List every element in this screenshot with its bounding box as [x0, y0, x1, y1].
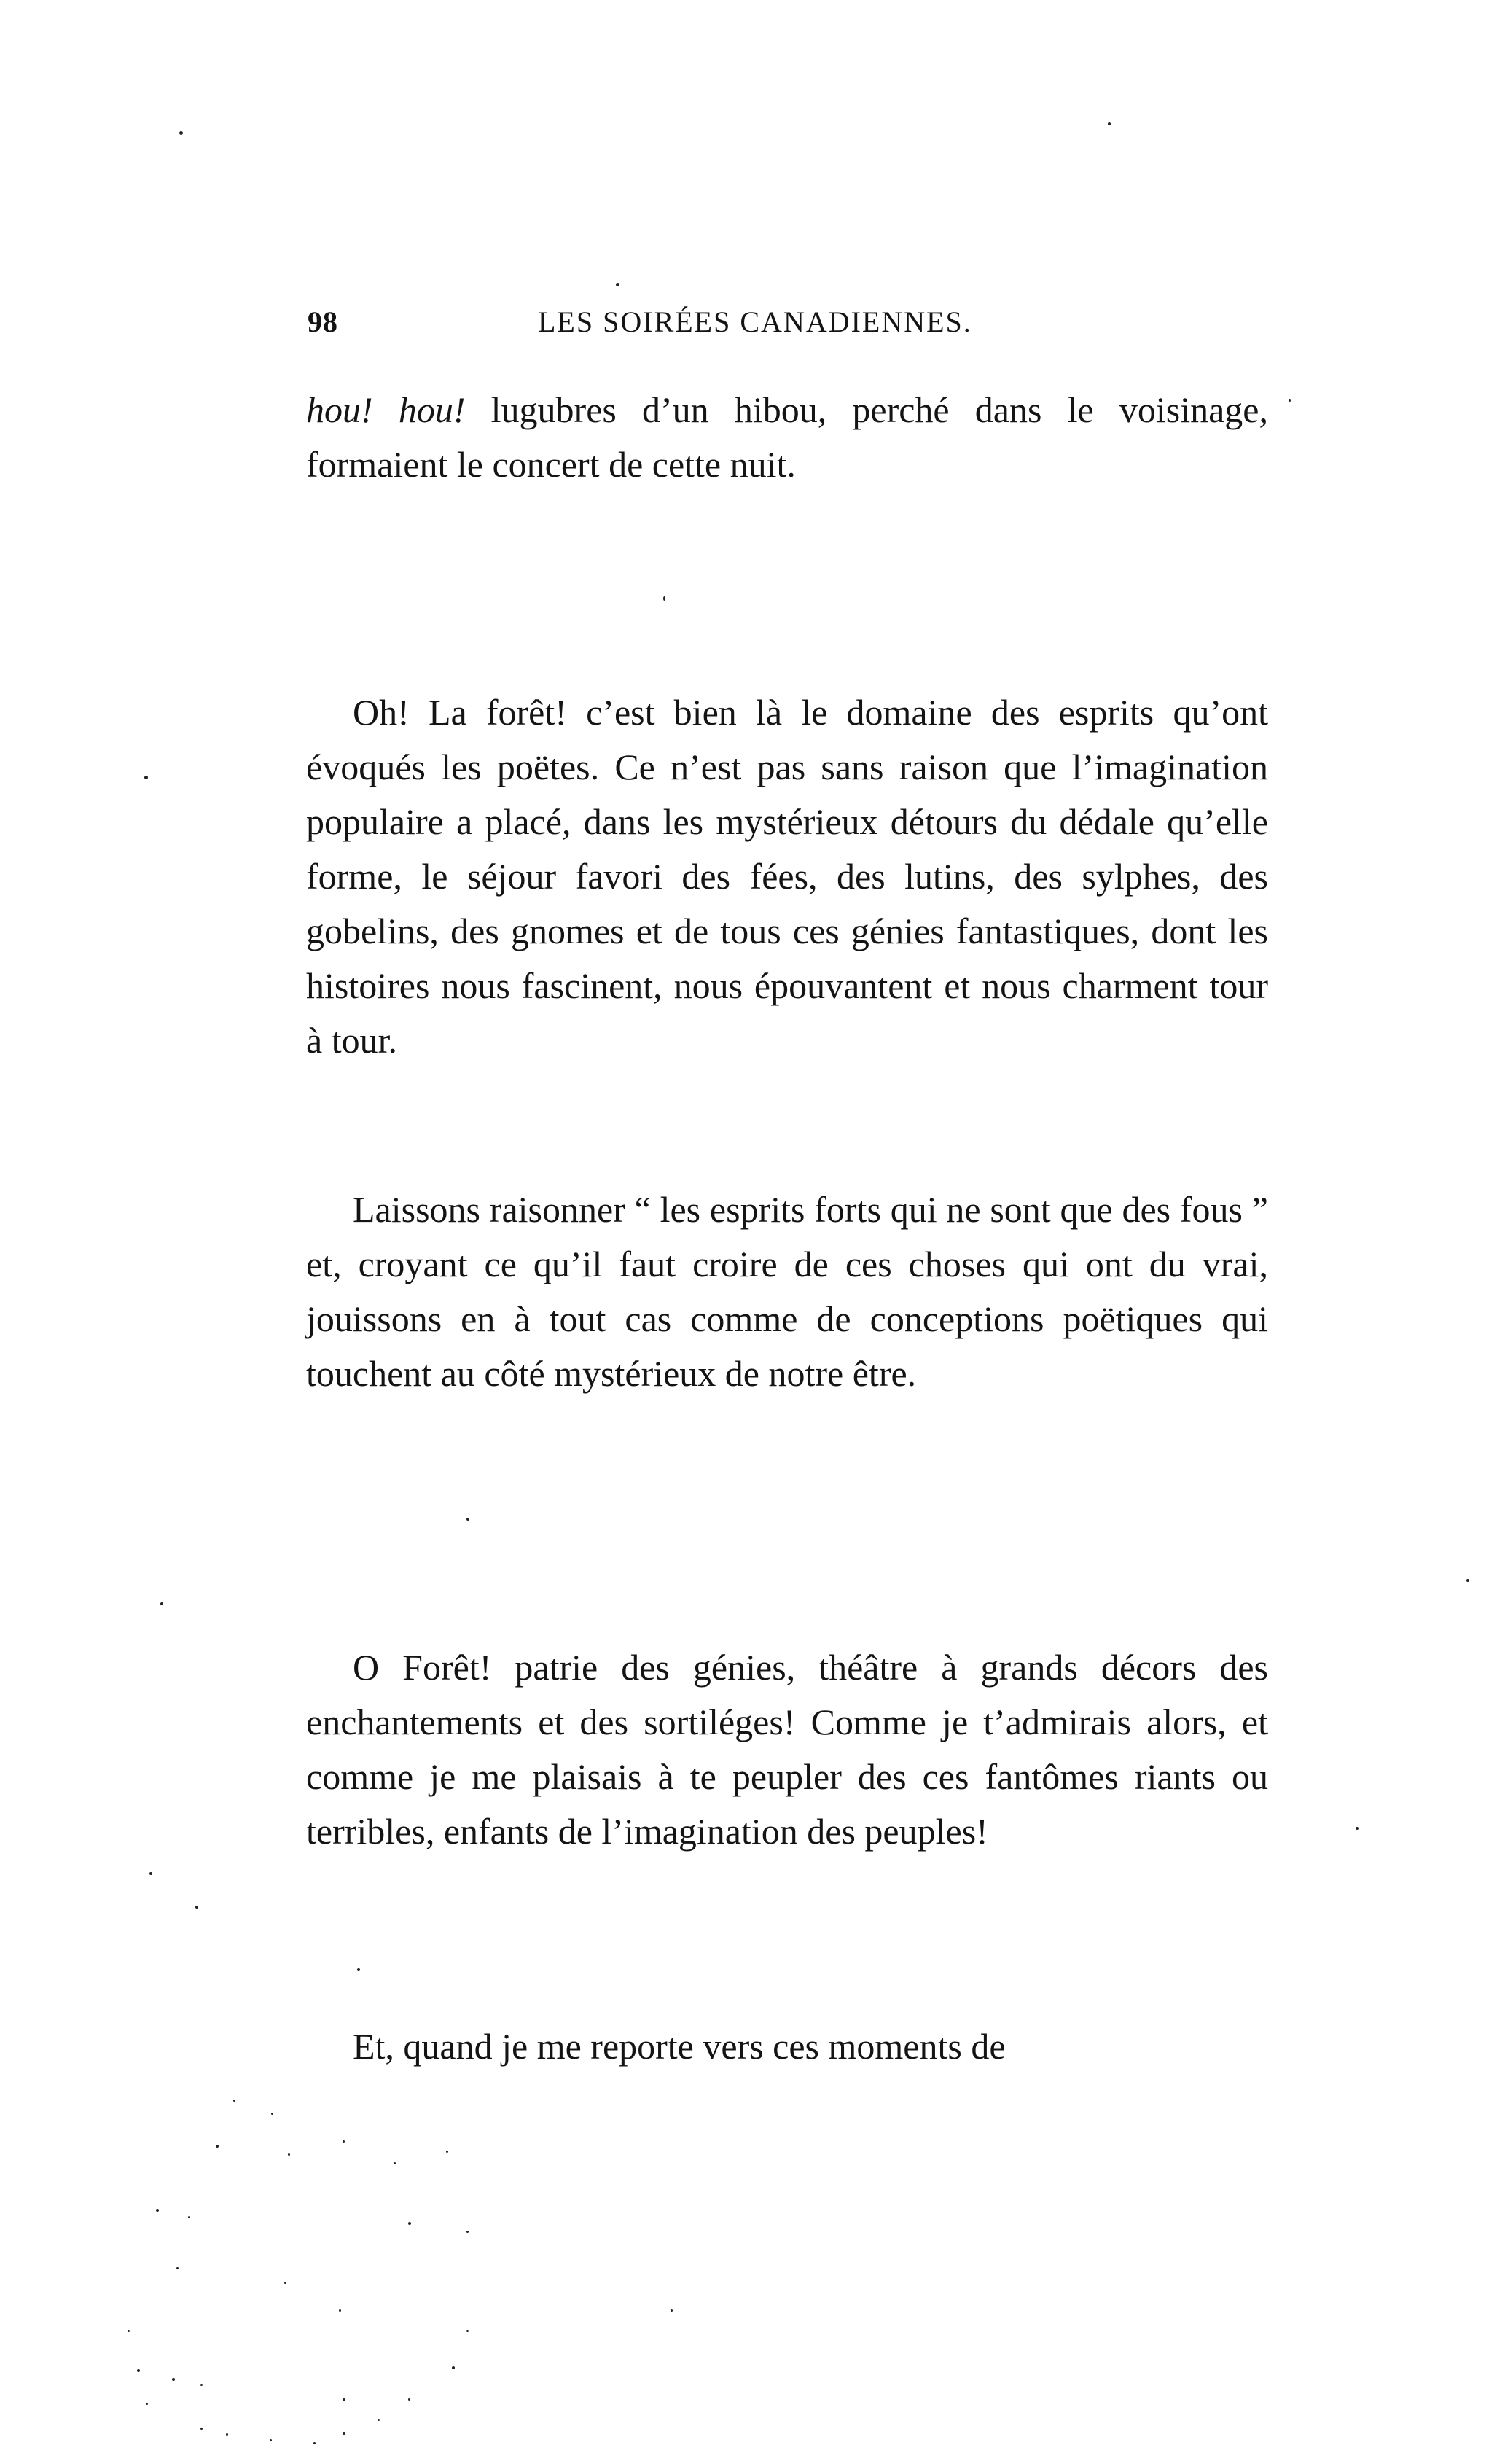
scan-speck: [200, 2428, 203, 2430]
scan-speck: [146, 2403, 148, 2405]
scan-speck: [394, 2162, 396, 2164]
scan-speck: [179, 131, 183, 135]
scan-speck: [200, 2384, 203, 2386]
scan-speck: [466, 2330, 469, 2332]
scan-speck: [226, 2433, 228, 2436]
scan-speck: [452, 2366, 455, 2369]
scan-speck: [408, 2222, 411, 2225]
scan-speck: [271, 2113, 273, 2115]
scan-speck: [343, 2398, 345, 2401]
scan-speck: [671, 2309, 673, 2312]
scan-speck: [156, 2209, 159, 2212]
scan-speck: [1356, 1827, 1359, 1830]
scan-speck: [343, 2140, 345, 2143]
scan-speck: [343, 2432, 345, 2435]
page-header: [308, 305, 1270, 348]
scan-speck: [616, 283, 619, 286]
paragraph-forest-homeland: O Forêt! patrie des génies, théâtre à grands décors des enchantements et des sortiléges! Comme je t’admirais alors, et comme je me plaisais à te peupler des ces fantômes riants ou terribles, enfants de l’imagination des peuples!: [306, 1647, 1268, 1852]
paragraph-memories: Et, quand je me reporte vers ces moments de: [353, 2026, 1006, 2067]
running-title: LES SOIRÉES CANADIENNES.: [538, 305, 972, 338]
paragraph-continuation: [306, 383, 1268, 492]
scan-speck: [149, 1872, 152, 1875]
scan-speck: [378, 2419, 380, 2421]
scan-speck: [1466, 1579, 1469, 1582]
scan-speck: [195, 1906, 198, 1909]
scan-speck: [172, 2378, 175, 2381]
paragraph-continuation-text: lugubres d’un hibou, perché dans le voisinage, formaient le concert de cette nuit.: [306, 389, 1268, 485]
scan-speck: [188, 2216, 190, 2218]
scan-speck: [284, 2282, 286, 2284]
paragraph-strong-minds: Laissons raisonner “ les esprits forts qui ne sont que des fous ” et, croyant ce qu’il faut croire de ces choses qui ont du vrai, jouissons en à tout cas comme de conceptions poëtiques qui touchent au côté mystérieux de notre être.: [306, 1189, 1268, 1394]
page-number: 98: [308, 305, 338, 338]
scan-speck: [663, 596, 665, 601]
scan-speck: [270, 2439, 272, 2441]
scan-speck: [1108, 122, 1111, 125]
scan-speck: [339, 2309, 341, 2312]
scan-speck: [446, 2151, 448, 2153]
scan-speck: [216, 2145, 219, 2148]
scan-speck: [1289, 399, 1291, 402]
scan-speck: [408, 2398, 410, 2401]
scan-speck: [128, 2330, 130, 2332]
paragraph-forest-spirits: Oh! La forêt! c’est bien là le domaine des esprits qu’ont évoqués les poëtes. Ce n’est pas sans raison que l’imagination populaire a placé, dans les mystérieux détours du dédale qu’elle forme, le séjour favori des fées, des lutins, des sylphes, des gobelins, des gnomes et de tous ces génies fantastiques, dont les histoires nous fascinent, nous épouvantent et nous charment tour à tour.: [306, 692, 1268, 1061]
scan-speck: [466, 2231, 469, 2233]
scan-speck: [137, 2369, 140, 2372]
scan-speck: [144, 776, 148, 779]
scan-speck: [288, 2153, 290, 2156]
owl-call-italic: hou! hou!: [306, 389, 466, 430]
scan-speck: [313, 2442, 316, 2444]
scan-speck: [466, 1518, 469, 1521]
scan-speck: [160, 1602, 163, 1605]
scan-speck: [176, 2267, 179, 2269]
scan-speck: [233, 2100, 235, 2102]
scan-speck: [357, 1968, 360, 1971]
